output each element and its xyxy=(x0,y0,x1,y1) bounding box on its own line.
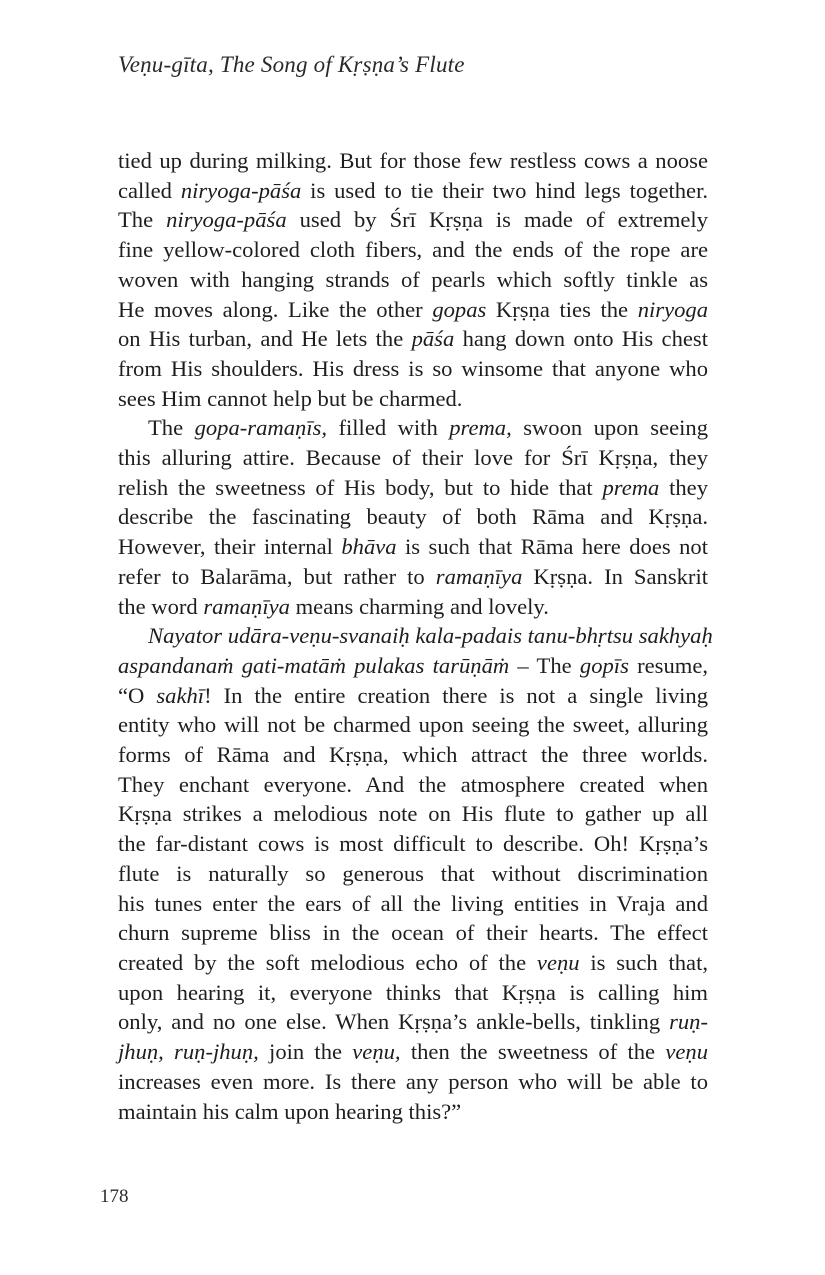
page-number: 178 xyxy=(100,1186,129,1207)
text-run: ! In the entire creation there is not a single living xyxy=(204,682,709,708)
text-run: entity who will not be charmed upon seeing the sweet, alluring xyxy=(118,712,708,738)
text-line xyxy=(118,651,708,681)
text-run: upon hearing it, everyone thinks that Kṛṣṇa is calling him xyxy=(118,979,708,1005)
text-run: increases even more. Is there any person who will be able to xyxy=(118,1068,708,1094)
text-run: The xyxy=(118,207,167,233)
text-line xyxy=(118,859,708,889)
running-head: Veṇu-gīta, The Song of Kṛṣṇa’s Flute xyxy=(118,52,465,77)
text-run: called xyxy=(118,177,181,203)
paragraph-p3 xyxy=(118,621,713,1126)
italic-term: veṇu xyxy=(536,949,580,975)
text-line xyxy=(118,978,708,1008)
text-line xyxy=(118,354,708,384)
italic-term: jhuṇ, ruṇ-jhuṇ, xyxy=(118,1039,259,1065)
text-line xyxy=(118,799,708,829)
text-line xyxy=(118,770,708,800)
text-run: sees Him cannot help but be charmed. xyxy=(118,385,463,411)
text-run: resume, xyxy=(628,652,708,678)
text-run: hang down onto His chest xyxy=(454,326,708,352)
text-line xyxy=(118,473,708,503)
text-line xyxy=(118,829,708,859)
italic-term: veṇu xyxy=(665,1039,708,1065)
text-line xyxy=(118,413,708,443)
text-line xyxy=(118,889,708,919)
text-run: Kṛṣṇa. In Sanskrit xyxy=(522,563,708,589)
text-line xyxy=(118,235,708,265)
text-line xyxy=(118,324,708,354)
italic-term: prema xyxy=(602,474,660,500)
text-line xyxy=(118,740,708,770)
italic-term: Nayator udāra-veṇu-svanaiḥ kala-padais tanu-bhṛtsu sakhyaḥ xyxy=(148,623,713,649)
text-line xyxy=(118,1037,708,1067)
text-run: from His shoulders. His dress is so winsome that anyone who xyxy=(118,355,708,381)
text-run: swoon upon seeing xyxy=(511,415,708,441)
text-line xyxy=(118,621,713,651)
italic-term: veṇu, xyxy=(352,1039,401,1065)
italic-term: niryoga-pāśa xyxy=(166,207,287,233)
text-line xyxy=(118,295,708,325)
text-run: is such that Rāma here does not xyxy=(396,534,708,560)
text-run: used by Śrī Kṛṣṇa is made of extremely xyxy=(286,207,709,233)
text-line xyxy=(118,384,708,414)
text-run: fine yellow-colored cloth fibers, and the ends of the rope are xyxy=(118,237,708,263)
italic-term: niryoga-pāśa xyxy=(180,177,302,203)
text-run: is such that, xyxy=(579,949,708,975)
text-run: this alluring attire. Because of their love for Śrī Kṛṣṇa, they xyxy=(118,445,708,471)
text-run: – The xyxy=(509,652,580,678)
text-run: “O xyxy=(118,682,157,708)
text-line xyxy=(118,1067,708,1097)
text-line xyxy=(118,562,708,592)
text-run: only, and no one else. When Kṛṣṇa’s ankle-bells, tinkling xyxy=(118,1009,670,1035)
text-run: However, their internal xyxy=(118,534,342,560)
italic-term: aspandanaṁ gati-matāṁ pulakas tarūṇāṁ xyxy=(118,652,510,678)
paragraph-p2 xyxy=(118,413,708,621)
text-line xyxy=(118,592,708,622)
text-line xyxy=(118,265,708,295)
text-run: the word xyxy=(118,593,204,619)
text-run: tied up during milking. But for those few restless cows a noose xyxy=(118,148,708,173)
italic-term: gopas xyxy=(432,296,487,322)
italic-term: gopa-ramaṇīs, xyxy=(194,415,328,441)
text-run: woven with hanging strands of pearls which softly tinkle as xyxy=(118,266,708,292)
text-run: forms of Rāma and Kṛṣṇa, which attract the three worlds. xyxy=(118,742,708,768)
text-line xyxy=(118,502,708,532)
text-line xyxy=(118,918,708,948)
text-run: the far-distant cows is most difficult to describe. Oh! Kṛṣṇa’s xyxy=(118,831,708,857)
text-run: They enchant everyone. And the atmosphere created when xyxy=(118,771,708,797)
text-line xyxy=(118,948,708,978)
text-run: Kṛṣṇa ties the xyxy=(486,296,638,322)
italic-term: pāśa xyxy=(411,326,455,352)
italic-term: ramaṇīya xyxy=(435,563,523,589)
text-line xyxy=(118,710,708,740)
text-run: means charming and lovely. xyxy=(289,593,549,619)
text-run: his tunes enter the ears of all the living entities in Vraja and xyxy=(118,890,708,916)
text-run: Kṛṣṇa strikes a melodious note on His flute to gather up all xyxy=(118,801,708,827)
text-line xyxy=(118,146,708,176)
text-run: The xyxy=(148,415,195,441)
text-run: refer to Balarāma, but rather to xyxy=(118,563,436,589)
text-run: relish the sweetness of His body, but to hide that xyxy=(118,474,603,500)
italic-term: gopīs xyxy=(579,652,629,678)
text-run: created by the soft melodious echo of the xyxy=(118,949,537,975)
text-run: He moves along. Like the other xyxy=(118,296,433,322)
text-line xyxy=(118,205,708,235)
text-run: churn supreme bliss in the ocean of their hearts. The effect xyxy=(118,920,708,946)
text-line xyxy=(118,532,708,562)
text-line xyxy=(118,176,708,206)
text-run: is used to tie their two hind legs together. xyxy=(301,177,709,203)
text-line xyxy=(118,1007,708,1037)
paragraph-p1 xyxy=(118,146,708,413)
italic-term: ramaṇīya xyxy=(203,593,290,619)
text-line xyxy=(118,443,708,473)
text-run: then the sweetness of the xyxy=(400,1039,666,1065)
text-run: on His turban, and He lets the xyxy=(118,326,412,352)
body-text xyxy=(118,146,713,1126)
text-run: maintain his calm upon hearing this?” xyxy=(118,1098,462,1124)
text-line xyxy=(118,1097,708,1127)
text-run: describe the fascinating beauty of both Rāma and Kṛṣṇa. xyxy=(118,504,708,530)
text-run: flute is naturally so generous that without discrimination xyxy=(118,860,708,886)
text-run: they xyxy=(659,474,708,500)
italic-term: bhāva xyxy=(341,534,397,560)
italic-term: niryoga xyxy=(637,296,708,322)
italic-term: sakhī xyxy=(156,682,205,708)
text-line xyxy=(118,681,708,711)
text-run: join the xyxy=(258,1039,353,1065)
text-run: filled with xyxy=(327,415,450,441)
italic-term: ruṇ- xyxy=(669,1009,708,1035)
italic-term: prema, xyxy=(449,415,512,441)
